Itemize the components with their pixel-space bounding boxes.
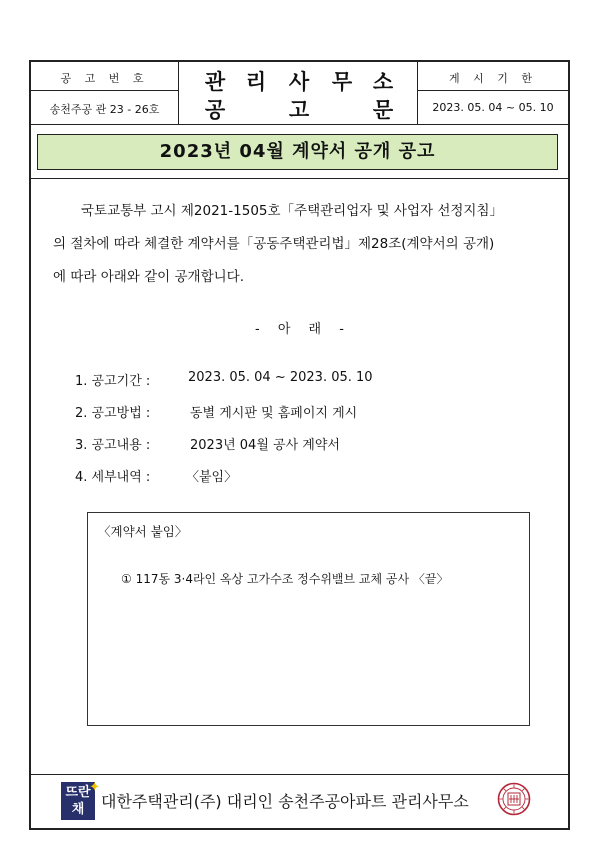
attachment-title: 〈계약서 붙임〉	[98, 524, 188, 539]
official-seal-icon	[497, 782, 531, 816]
item-value: 〈붙임〉	[186, 470, 238, 485]
attachment-item: ① 117동 3·4라인 옥상 고가수조 정수위밸브 교체 공사 〈끝〉	[121, 572, 449, 586]
org-name-char: 리	[245, 70, 267, 94]
star-icon: ✦	[89, 780, 100, 795]
notice-number-value: 송천주공 관 23 - 26호	[49, 103, 160, 116]
posting-period-value: 2023. 05. 04 ~ 05. 10	[432, 101, 554, 114]
paragraph-line: 국토교통부 고시 제2021-1505호「주택관리업자 및 사업자 선정지침」	[81, 203, 503, 219]
logo-text: 채	[71, 802, 85, 817]
org-name-char: 사	[288, 70, 310, 94]
org-name-char: 무	[331, 70, 353, 94]
office-title-cell	[179, 62, 418, 124]
posting-period-label: 게 시 기 한	[449, 72, 537, 85]
logo-text: 뜨란	[65, 785, 91, 800]
posting-period-cell	[418, 62, 568, 124]
notice-title: 2023년 04월 계약서 공개 공고	[37, 134, 558, 170]
doc-type-char: 공	[204, 98, 226, 122]
paragraph-line: 의 절차에 따라 체결한 계약서를「공동주택관리법」제28조(계약서의 공개)	[53, 236, 495, 252]
org-name-char: 소	[372, 70, 394, 94]
divider	[31, 178, 568, 179]
item-label: 2. 공고방법 :	[75, 406, 151, 421]
notice-number-label: 공 고 번 호	[60, 72, 149, 85]
item-label: 3. 공고내용 :	[75, 438, 151, 453]
brand-logo	[61, 780, 100, 820]
footer-issuer: 대한주택관리(주) 대리인 송천주공아파트 관리사무소	[101, 792, 469, 811]
doc-type-char: 문	[372, 98, 394, 122]
divider	[31, 774, 568, 775]
header-table	[31, 62, 568, 125]
item-label: 4. 세부내역 :	[75, 470, 151, 485]
org-name-char: 관	[204, 70, 226, 94]
notice-number-cell	[31, 62, 179, 124]
paragraph-line: 에 따라 아래와 같이 공개합니다.	[53, 269, 244, 285]
item-label: 1. 공고기간 :	[75, 374, 151, 389]
item-value: 동별 게시판 및 홈페이지 게시	[190, 406, 358, 421]
attachment-box	[87, 512, 530, 726]
doc-type-char: 고	[288, 98, 310, 122]
notice-document	[29, 60, 570, 830]
item-value: 2023. 05. 04 ~ 2023. 05. 10	[188, 370, 373, 385]
section-heading: - 아 래 -	[255, 322, 344, 337]
item-value: 2023년 04월 공사 계약서	[190, 438, 340, 453]
